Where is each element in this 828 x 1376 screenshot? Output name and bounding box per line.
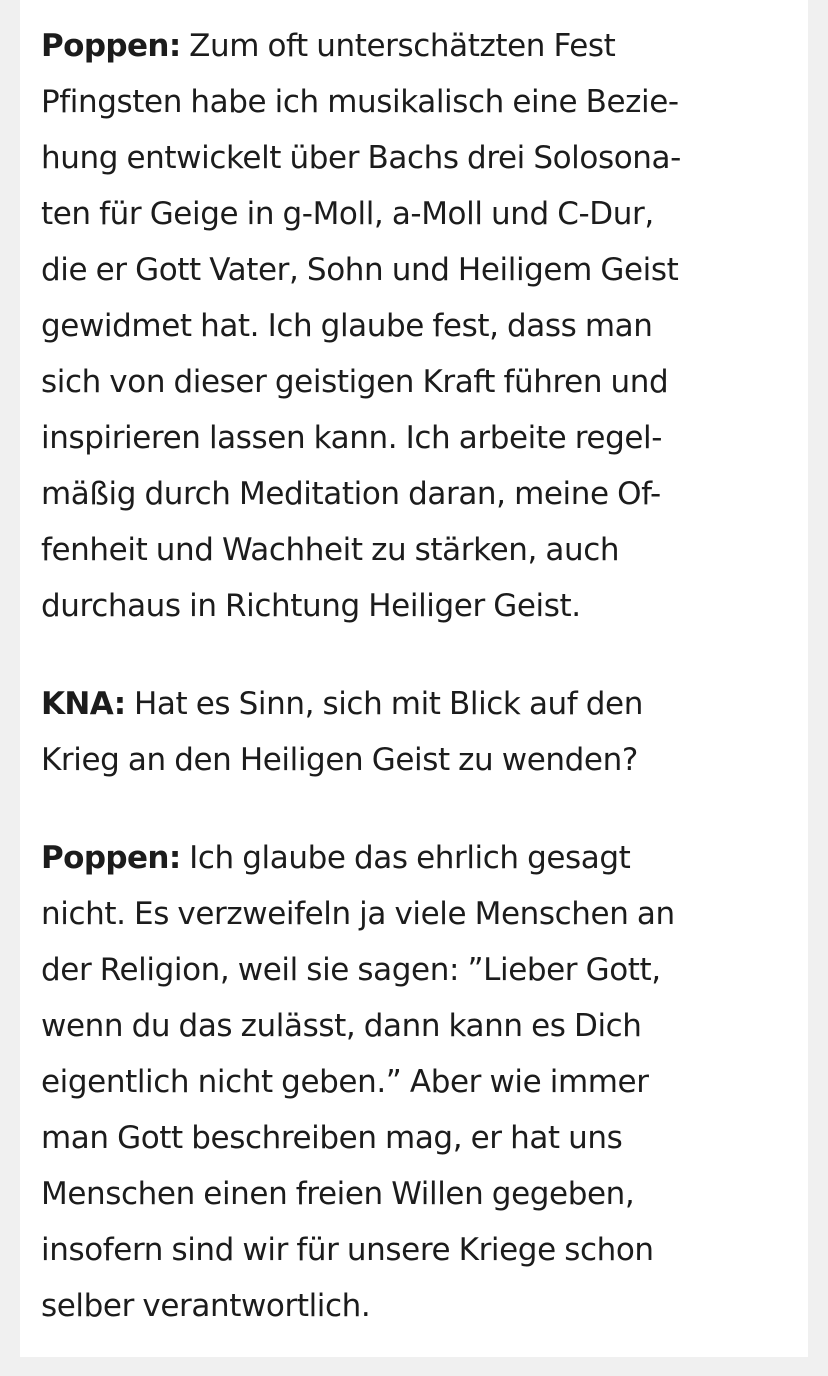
interview-paragraph [41,830,786,1334]
text-line: inspirieren lassen kann. Ich arbeite regel- [41,420,663,456]
text-line: man Gott beschreiben mag, er hat uns [41,1120,623,1156]
text-line: mäßig durch Meditation daran, meine Of- [41,476,661,512]
text-line: Pfingsten habe ich musikalisch eine Bezie- [41,84,679,120]
text-line: ten für Geige in g-Moll, a-Moll und C-Dur, [41,196,654,232]
text-line: die er Gott Vater, Sohn und Heiligem Geist [41,252,679,288]
text-line: Menschen einen freien Willen gegeben, [41,1176,635,1212]
text-line: hung entwickelt über Bachs drei Solosona- [41,140,681,176]
article-page [20,0,808,1357]
text-line: gewidmet hat. Ich glaube fest, dass man [41,308,653,344]
text-line [41,676,786,732]
text-line: insofern sind wir für unsere Kriege schon [41,1232,654,1268]
text-line [41,830,786,886]
paragraph-text: Zum oft unterschätzten Fest [180,28,616,64]
speaker-label: KNA: [41,686,126,722]
speaker-label: Poppen: [41,28,181,64]
interview-paragraph [41,676,786,788]
text-line: eigentlich nicht geben.” Aber wie immer [41,1064,649,1100]
paragraph-text: Ich glaube das ehrlich gesagt [180,840,631,876]
text-line: wenn du das zulässt, dann kann es Dich [41,1008,642,1044]
paragraph-text: Hat es Sinn, sich mit Blick auf den [125,686,643,722]
interview-text [41,18,786,1376]
text-line: durchaus in Richtung Heiliger Geist. [41,588,581,624]
text-line: selber verantwortlich. [41,1288,371,1324]
speaker-label: Poppen: [41,840,181,876]
text-line [41,18,786,74]
text-line: der Religion, weil sie sagen: ”Lieber Gott, [41,952,661,988]
text-line: Krieg an den Heiligen Geist zu wenden? [41,742,638,778]
interview-paragraph [41,18,786,634]
text-line: sich von dieser geistigen Kraft führen und [41,364,669,400]
text-line: nicht. Es verzweifeln ja viele Menschen an [41,896,675,932]
text-line: fenheit und Wachheit zu stärken, auch [41,532,620,568]
